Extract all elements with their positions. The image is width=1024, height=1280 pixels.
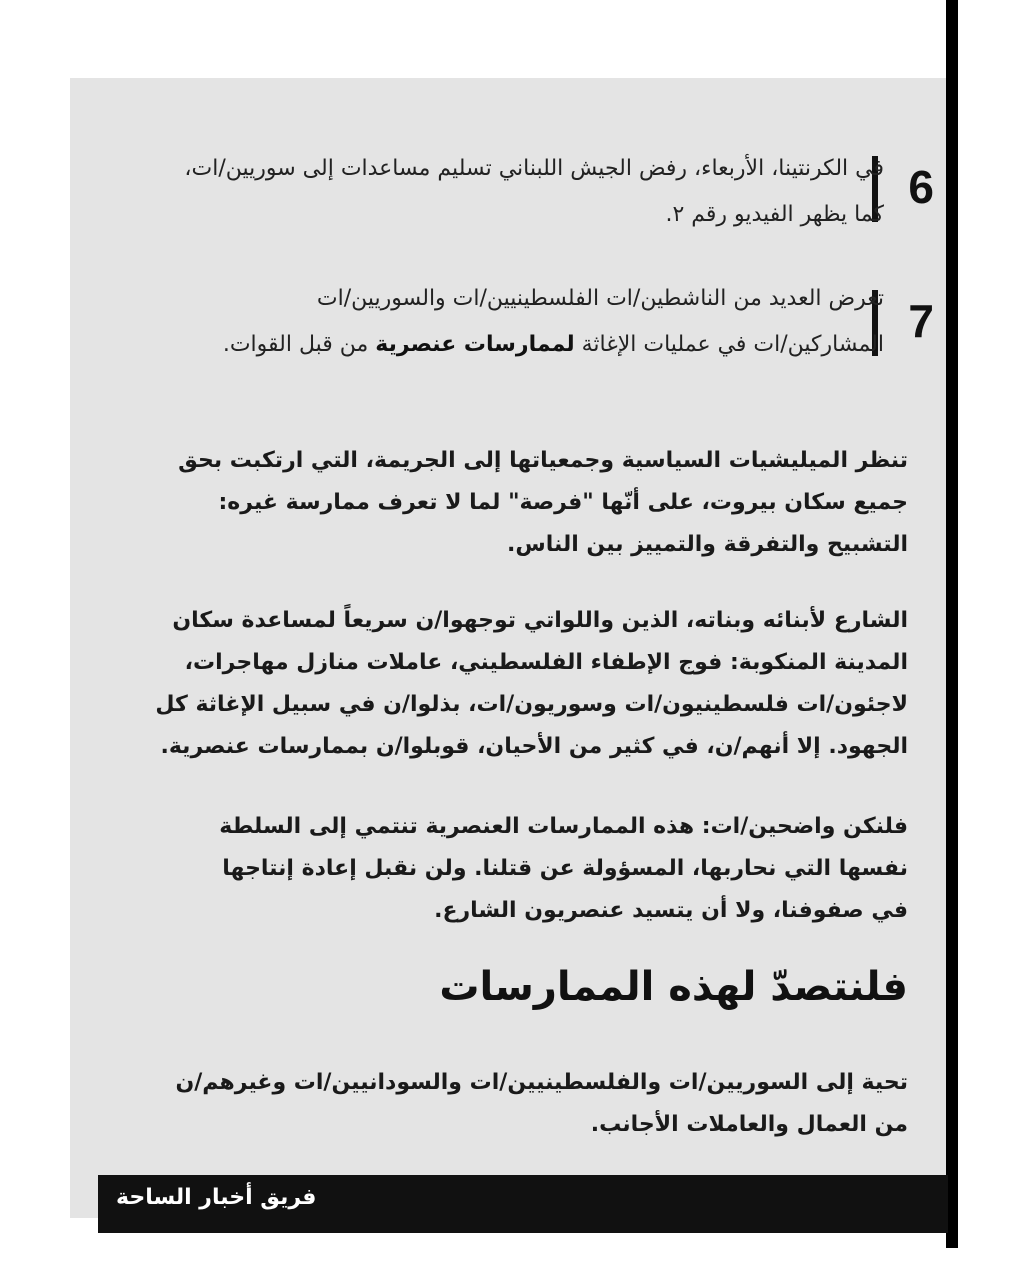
item-6 — [184, 146, 884, 238]
paragraph-1: تنظر الميليشيات السياسية وجمعياتها إلى الجريمة، التي ارتكبت بحق جميع سكان بيروت، على أنّها "فرصة" لما لا تعرف ممارسة غيره: التشبيح والتفرقة والتمييز بين الناس. — [178, 448, 908, 557]
paragraph-3: فلنكن واضحين/ات: هذه الممارسات العنصرية تنتمي إلى السلطة نفسها التي نحاربها، المسؤولة عن قتلنا. ولن نقبل إعادة إنتاجها في صفوفنا، ولا أن يتسيد عنصريون الشارع. — [219, 814, 908, 923]
paragraph-2: الشارع لأبنائه وبناته، الذين واللواتي توجهوا/ن سريعاً لمساعدة سكان المدينة المنكوبة: فوج الإطفاء الفلسطيني، عاملات منازل مهاجرات، لاجئون/ات فلسطينيون/ات وسوريون/ات، بذلوا/ن في سبيل الإغاثة كل الجهود. إلا أنهم/ن، في كثير من الأحيان، قوبلوا/ن بممارسات عنصرية. — [155, 608, 908, 759]
item-7-bold: لممارسات عنصرية — [375, 332, 575, 357]
footer-signature: فريق أخبار الساحة — [116, 1185, 317, 1210]
footer-bar — [98, 1175, 948, 1233]
item-7-line2: المشاركين/ات في عمليات الإغاثة لممارسات عنصرية من قبل القوات. — [222, 332, 884, 357]
item-6-line2: كما يظهر الفيديو رقم ٢. — [665, 202, 884, 227]
item-number-7: 7 — [908, 295, 934, 347]
closing-paragraph: تحية إلى السوريين/ات والفلسطينيين/ات والسودانيين/ات وغيرهم/ن من العمال والعاملات الأجانب. — [175, 1070, 908, 1137]
item-7-line1: تعرض العديد من الناشطين/ات الفلسطينيين/ات والسوريين/ات — [316, 286, 884, 311]
item-7 — [223, 276, 884, 368]
right-border-rule — [946, 0, 958, 1248]
item-6-line1: في الكرنتينا، الأربعاء، رفض الجيش اللبناني تسليم مساعدات إلى سوريين/ات، — [184, 156, 884, 181]
item-number-6: 6 — [908, 161, 934, 213]
headline: فلنتصدّ لهذه الممارسات — [439, 964, 908, 1010]
